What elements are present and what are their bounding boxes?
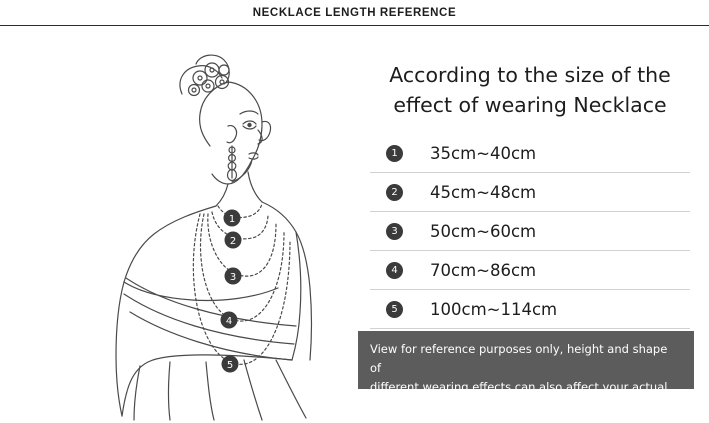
disclaimer-line-1: View for reference purposes only, height and shape of bbox=[370, 342, 668, 375]
list-item bbox=[370, 134, 690, 173]
illustration-marker-3 bbox=[225, 268, 242, 285]
illustration-marker-2 bbox=[225, 232, 242, 249]
illustration-marker-4 bbox=[221, 312, 238, 329]
panel-heading-line-1: According to the size of the bbox=[389, 63, 671, 87]
svg-text:1: 1 bbox=[228, 214, 236, 225]
illustration-marker-1 bbox=[224, 210, 241, 227]
length-list bbox=[370, 134, 690, 329]
panel-heading-line-2: effect of wearing Necklace bbox=[393, 93, 667, 117]
list-item bbox=[370, 212, 690, 251]
length-value-3: 50cm~60cm bbox=[430, 221, 537, 241]
svg-text:5: 5 bbox=[226, 360, 234, 371]
svg-text:3: 3 bbox=[229, 272, 237, 283]
length-value-1: 35cm~40cm bbox=[430, 143, 537, 163]
list-item bbox=[370, 251, 690, 290]
marker-badge-5: 5 bbox=[386, 301, 403, 318]
marker-badge-2: 2 bbox=[386, 184, 403, 201]
list-item bbox=[370, 173, 690, 212]
svg-text:2: 2 bbox=[229, 236, 237, 247]
woman-necklace-drawing bbox=[0, 26, 350, 423]
length-value-4: 70cm~86cm bbox=[430, 260, 537, 280]
svg-text:4: 4 bbox=[225, 316, 233, 327]
panel-heading bbox=[360, 60, 700, 120]
list-item bbox=[370, 290, 690, 329]
disclaimer-note bbox=[358, 331, 694, 394]
illustration-marker-5 bbox=[222, 356, 239, 373]
marker-badge-4: 4 bbox=[386, 262, 403, 279]
reference-panel bbox=[350, 26, 709, 423]
marker-badge-1: 1 bbox=[386, 145, 403, 162]
page-header bbox=[0, 0, 709, 26]
page-title: NECKLACE LENGTH REFERENCE bbox=[252, 6, 457, 19]
illustration-figure bbox=[0, 26, 350, 423]
length-value-2: 45cm~48cm bbox=[430, 182, 537, 202]
marker-badge-3: 3 bbox=[386, 223, 403, 240]
disclaimer-line-2: different wearing effects can also affect your actual bbox=[370, 380, 668, 394]
length-value-5: 100cm~114cm bbox=[430, 299, 558, 319]
